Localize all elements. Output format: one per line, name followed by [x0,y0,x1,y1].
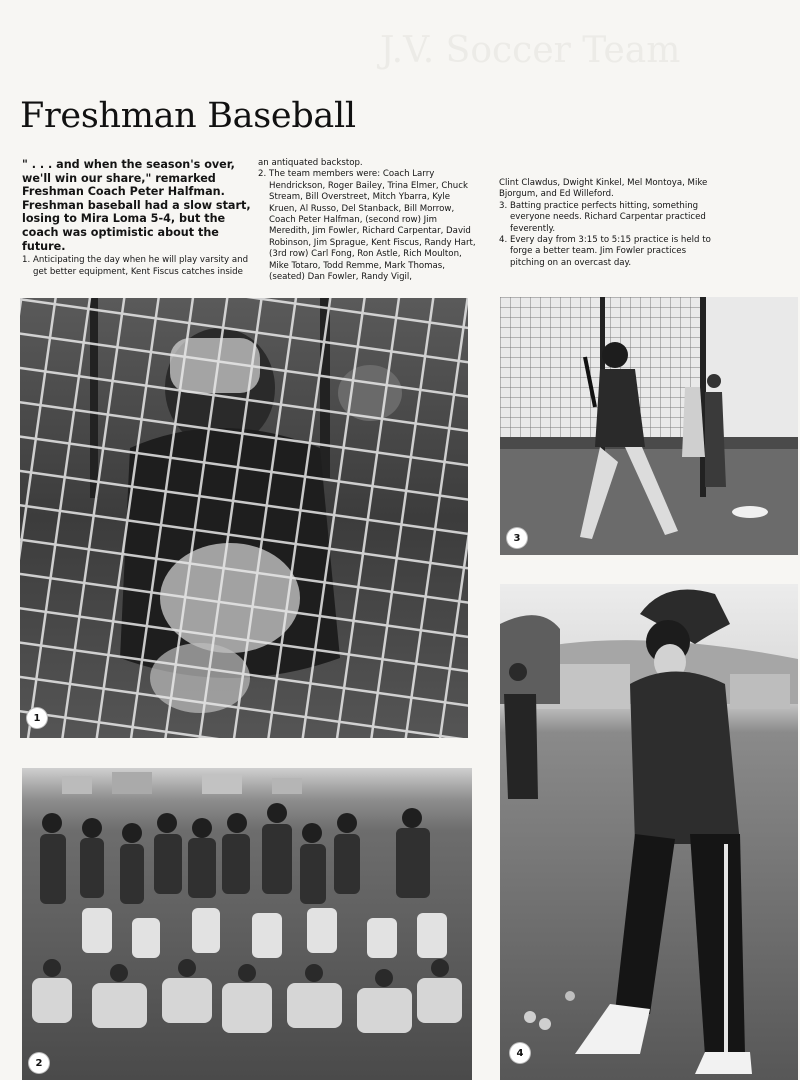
team-photo-art [22,768,472,1080]
caption-text: Batting practice perfects hitting, something everyone needs. Richard Carpentar practiced feverently. [510,200,706,234]
caption-2-continued: Clint Clawdus, Dwight Kinkel, Mel Montoya, Mike Bjorgum, and Ed Willeford. [499,178,708,200]
caption-number: 3. [499,200,508,211]
text-column-3 [499,178,711,269]
caption-text: The team members were: Coach Larry Hendrickson, Roger Bailey, Trina Elmer, Chuck Stream, Bill Overstreet, Mitch Ybarra, Kyle Kruen, Al Russo, Del Stanback, Bill Morrow, Coach Peter Halfman, (second row) Jim Meredith, Jim Fowler, Richard Carpentar, David Robinson, Jim Sprague, Kent Fiscus, Randy Hart, (3rd row) Carl Fong, Ron Astle, Rich Moulton, Mike Totaro, Todd Remme, Mark Thomas, (seated) Dan Fowler, Randy Vigil, [269,169,476,283]
photo-pitching [500,584,798,1080]
caption-number: 1. [22,255,31,266]
photo-number-badge: 1 [27,708,47,728]
photo-number-badge: 3 [507,528,527,548]
photo-team [22,768,472,1080]
photo-catcher [20,298,468,738]
ghost-heading: J.V. Soccer Team [380,30,681,71]
pitching-photo-art [500,584,798,1080]
catcher-photo-art [20,298,468,738]
caption-text: Every day from 3:15 to 5:15 practice is held to forge a better team. Jim Fowler practices pitching on an overcast day. [510,235,711,268]
text-column-1 [22,158,262,278]
caption-2 [258,169,480,283]
caption-1 [22,255,262,278]
caption-1-continued: an antiquated backstop. [258,158,363,168]
caption-text: Anticipating the day when he will play varsity and get better equipment, Kent Fiscus catches inside [33,255,249,277]
text-column-2 [258,158,480,283]
photo-number-badge: 2 [29,1053,49,1073]
photo-number-badge: 4 [510,1043,530,1063]
caption-number: 4. [499,235,508,246]
caption-3 [499,201,711,235]
batting-photo-art [500,297,798,555]
page-title: Freshman Baseball [20,96,356,136]
lead-paragraph: " . . . and when the season's over, we'll win our share," remarked Freshman Coach Peter Halfman. Freshman baseball had a slow start, losing to Mira Loma 5-4, but the coach was optimistic about the future. [22,158,251,253]
photo-batting [500,297,798,555]
caption-number: 2. [258,169,267,180]
caption-4 [499,235,711,269]
